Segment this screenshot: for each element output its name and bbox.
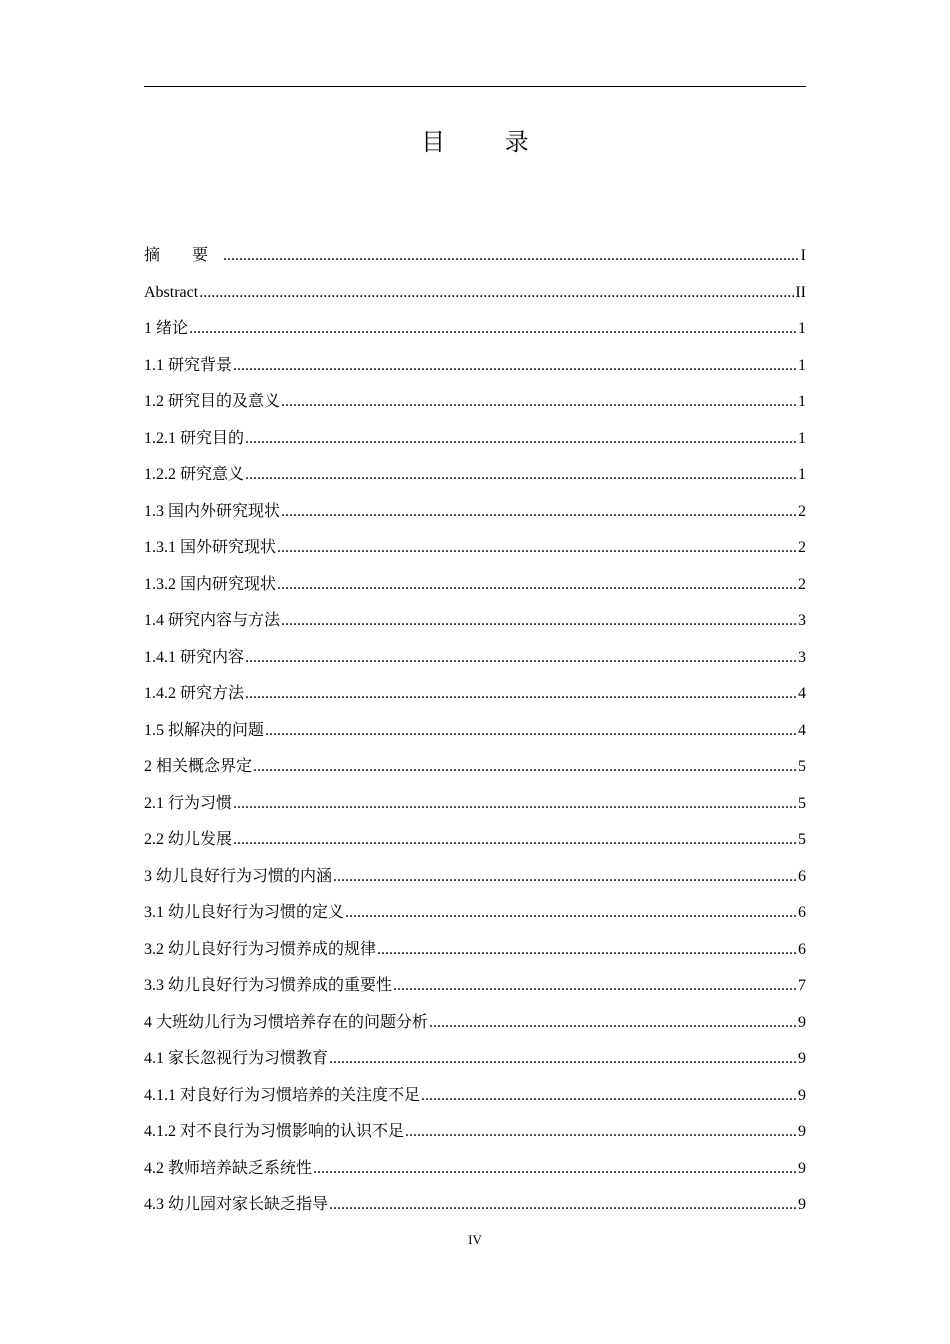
toc-entry-label: 1.4 研究内容与方法 [144, 612, 281, 629]
toc-leader [265, 717, 797, 745]
toc-leader [421, 1082, 797, 1110]
toc-leader [281, 607, 797, 635]
toc-entry-page: II [795, 283, 806, 301]
toc-entry[interactable] [144, 425, 806, 462]
toc-entry[interactable] [144, 1155, 806, 1192]
toc-entry[interactable] [144, 1045, 806, 1082]
toc-entry-label: 4 大班幼儿行为习惯培养存在的问题分析 [144, 1013, 429, 1031]
toc-leader [233, 790, 797, 818]
toc-entry-page: 1 [798, 320, 806, 337]
toc-entry[interactable] [144, 607, 806, 644]
toc-entry[interactable] [144, 534, 806, 571]
toc-leader [189, 315, 797, 343]
toc-entry-page: 1 [798, 356, 806, 374]
toc-leader [429, 1009, 797, 1037]
toc-entry[interactable] [144, 899, 806, 936]
toc-entry-label: 1.3.2 国内研究现状 [144, 575, 277, 593]
toc-entry-page: 9 [798, 1159, 806, 1177]
toc-entry[interactable] [144, 753, 806, 790]
toc-entry-page: 6 [798, 867, 806, 885]
toc-entry-label: 摘 要 [144, 247, 223, 264]
toc-entry[interactable] [144, 972, 806, 1009]
toc-entry-label: 1.4.1 研究内容 [144, 648, 245, 666]
toc-leader [199, 279, 794, 307]
toc-entry-label: 1.2.2 研究意义 [144, 466, 245, 483]
toc-entry-label: 3.3 幼儿良好行为习惯养成的重要性 [144, 977, 393, 994]
toc-entry-label: 4.1 家长忽视行为习惯教育 [144, 1050, 329, 1067]
toc-leader [333, 863, 797, 891]
toc-leader [345, 899, 797, 927]
toc-leader [233, 352, 797, 380]
toc-leader [329, 1045, 797, 1073]
toc-leader [245, 425, 797, 453]
toc-entry-label: 2.2 幼儿发展 [144, 831, 233, 848]
toc-entry-label: 2 相关概念界定 [144, 758, 253, 775]
toc-entry-label: 4.1.1 对良好行为习惯培养的关注度不足 [144, 1086, 421, 1104]
toc-entry-page: 5 [798, 758, 806, 775]
toc-entry-label: 4.2 教师培养缺乏系统性 [144, 1159, 313, 1177]
toc-entry[interactable] [144, 1009, 806, 1046]
toc-entry[interactable] [144, 461, 806, 498]
toc-entry-page: 1 [798, 466, 806, 483]
toc-entry-label: 3 幼儿良好行为习惯的内涵 [144, 867, 333, 885]
toc-entry[interactable] [144, 1082, 806, 1119]
toc-entry-page: 4 [798, 685, 806, 702]
toc-entry-label: 1 绪论 [144, 320, 189, 337]
toc-entry-page: 2 [798, 575, 806, 593]
toc-entry[interactable] [144, 790, 806, 827]
page-number: IV [468, 1232, 482, 1247]
toc-entry[interactable] [144, 388, 806, 425]
toc-entry-page: 3 [798, 648, 806, 666]
toc-entry[interactable] [144, 352, 806, 389]
toc-entry-label: 1.3 国内外研究现状 [144, 502, 281, 520]
toc-leader [405, 1118, 797, 1146]
toc-entry-page: 9 [798, 1086, 806, 1104]
toc-entry-page: 9 [798, 1013, 806, 1031]
toc-entry-label: 4.1.2 对不良行为习惯影响的认识不足 [144, 1123, 405, 1140]
toc-entry-page: 7 [798, 977, 806, 994]
toc-entry[interactable] [144, 936, 806, 973]
toc-entry[interactable] [144, 863, 806, 900]
toc-entry-label: 4.3 幼儿园对家长缺乏指导 [144, 1196, 329, 1213]
toc-entry[interactable] [144, 717, 806, 754]
toc-entry-label: 1.4.2 研究方法 [144, 685, 245, 702]
toc-leader [281, 498, 797, 526]
toc-entry-label: 3.2 幼儿良好行为习惯养成的规律 [144, 940, 377, 958]
toc-leader [245, 644, 797, 672]
toc-entry[interactable] [144, 571, 806, 608]
toc-entry-page: 9 [798, 1123, 806, 1140]
toc-entry-page: 9 [798, 1050, 806, 1067]
toc-entry-page: 3 [798, 612, 806, 629]
toc-entry-label: 1.1 研究背景 [144, 356, 233, 374]
toc-entry-label: 1.3.1 国外研究现状 [144, 539, 277, 556]
toc-leader [277, 534, 797, 562]
toc-leader [393, 972, 797, 1000]
toc-entry[interactable] [144, 1118, 806, 1155]
toc-leader [313, 1155, 797, 1183]
toc-leader [233, 826, 797, 854]
toc-entry[interactable] [144, 826, 806, 863]
toc-entry[interactable] [144, 315, 806, 352]
toc-entry[interactable] [144, 644, 806, 681]
toc-entry-label: 1.5 拟解决的问题 [144, 721, 265, 739]
toc-entry-page: 2 [798, 539, 806, 556]
toc-entry[interactable] [144, 1191, 806, 1228]
toc-leader [245, 680, 797, 708]
toc-entry-page: 5 [798, 794, 806, 812]
toc-leader [277, 571, 797, 599]
toc-entry[interactable] [144, 498, 806, 535]
toc-leader [377, 936, 797, 964]
toc-leader [245, 461, 797, 489]
toc-entry-page: 2 [798, 502, 806, 520]
toc-leader [329, 1191, 797, 1219]
toc-entry-page: 1 [798, 393, 806, 410]
toc-entry[interactable] [144, 279, 806, 316]
toc-entry[interactable] [144, 680, 806, 717]
toc-entry-page: 6 [798, 904, 806, 921]
toc-entry-label: 1.2 研究目的及意义 [144, 393, 281, 410]
toc-entry-label: 3.1 幼儿良好行为习惯的定义 [144, 904, 345, 921]
toc-entry-page: 9 [798, 1196, 806, 1213]
toc-entry-page: 5 [798, 831, 806, 848]
toc-entry-label: 1.2.1 研究目的 [144, 429, 245, 447]
toc-entry-page: 1 [798, 429, 806, 447]
toc-leader [281, 388, 797, 416]
toc-entry-page: I [800, 247, 806, 264]
toc-entry-label: Abstract [144, 283, 199, 301]
toc-entry-page: 6 [798, 940, 806, 958]
header-rule [144, 86, 806, 87]
toc-entry-page: 4 [798, 721, 806, 739]
toc-title: 目 录 [421, 128, 555, 156]
toc-entry[interactable] [144, 242, 806, 279]
toc-leader [223, 242, 800, 270]
toc-list [144, 242, 806, 1228]
toc-entry-label: 2.1 行为习惯 [144, 794, 233, 812]
toc-leader [253, 753, 797, 781]
